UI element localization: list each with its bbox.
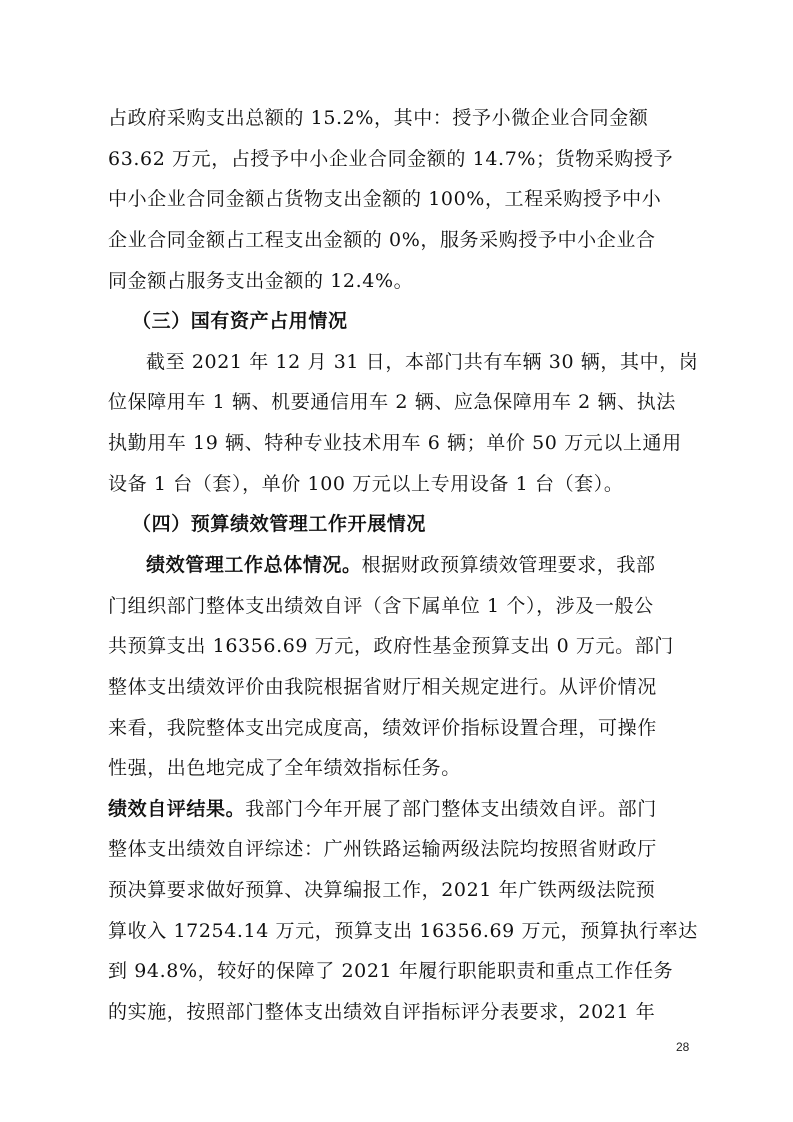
- paragraph-line: 设备 1 台（套），单价 100 万元以上专用设备 1 台（套）。: [108, 473, 624, 495]
- paragraph-line: 占政府采购支出总额的 15.2%，其中：授予小微企业合同金额: [108, 107, 649, 129]
- paragraph-line: 执勤用车 19 辆、特种专业技术用车 6 辆；单价 50 万元以上通用: [108, 432, 682, 454]
- paragraph-line: 中小企业合同金额占货物支出金额的 100%，工程采购授予中小: [108, 188, 662, 210]
- paragraph-text: 根据财政预算绩效管理要求，我部: [361, 554, 656, 576]
- paragraph-lead-bold: 绩效管理工作总体情况。: [146, 554, 362, 576]
- paragraph-line: 企业合同金额占工程支出金额的 0%，服务采购授予中小企业合: [108, 229, 656, 251]
- section-heading-assets: （三）国有资产占用情况: [132, 310, 348, 332]
- paragraph-text: 我部门今年开展了部门整体支出绩效自评。部门: [245, 798, 657, 820]
- paragraph-line: [108, 797, 690, 821]
- paragraph-line: 门组织部门整体支出绩效自评（含下属单位 1 个），涉及一般公: [108, 595, 654, 617]
- paragraph-line: 位保障用车 1 辆、机要通信用车 2 辆、应急保障用车 2 辆、执法: [108, 391, 676, 413]
- paragraph-line: 性强，出色地完成了全年绩效指标任务。: [108, 757, 461, 779]
- paragraph-line: 预决算要求做好预算、决算编报工作，2021 年广铁两级法院预: [108, 879, 656, 901]
- paragraph-line: 共预算支出 16356.69 万元，政府性基金预算支出 0 万元。部门: [108, 635, 674, 657]
- paragraph-line: 同金额占服务支出金额的 12.4%。: [108, 270, 414, 292]
- paragraph-line: 算收入 17254.14 万元，预算支出 16356.69 万元，预算执行率达: [108, 920, 698, 942]
- paragraph-line: 截至 2021 年 12 月 31 日，本部门共有车辆 30 辆，其中，岗: [146, 351, 699, 373]
- page-number: 28: [676, 1040, 690, 1054]
- paragraph-lead-bold: 绩效自评结果。: [108, 798, 246, 820]
- section-heading-performance: （四）预算绩效管理工作开展情况: [132, 513, 427, 535]
- paragraph-line: 63.62 万元，占授予中小企业合同金额的 14.7%；货物采购授予: [108, 148, 674, 170]
- paragraph-line: 到 94.8%，较好的保障了 2021 年履行职能职责和重点工作任务: [108, 960, 674, 982]
- paragraph-line: [146, 553, 728, 577]
- paragraph-line: 整体支出绩效评价由我院根据省财厅相关规定进行。从评价情况: [108, 676, 657, 698]
- paragraph-line: 的实施，按照部门整体支出绩效自评指标评分表要求，2021 年: [108, 1001, 656, 1023]
- paragraph-line: 来看，我院整体支出完成度高，绩效评价指标设置合理，可操作: [108, 717, 657, 739]
- paragraph-line: 整体支出绩效自评综述：广州铁路运输两级法院均按照省财政厅: [108, 838, 657, 860]
